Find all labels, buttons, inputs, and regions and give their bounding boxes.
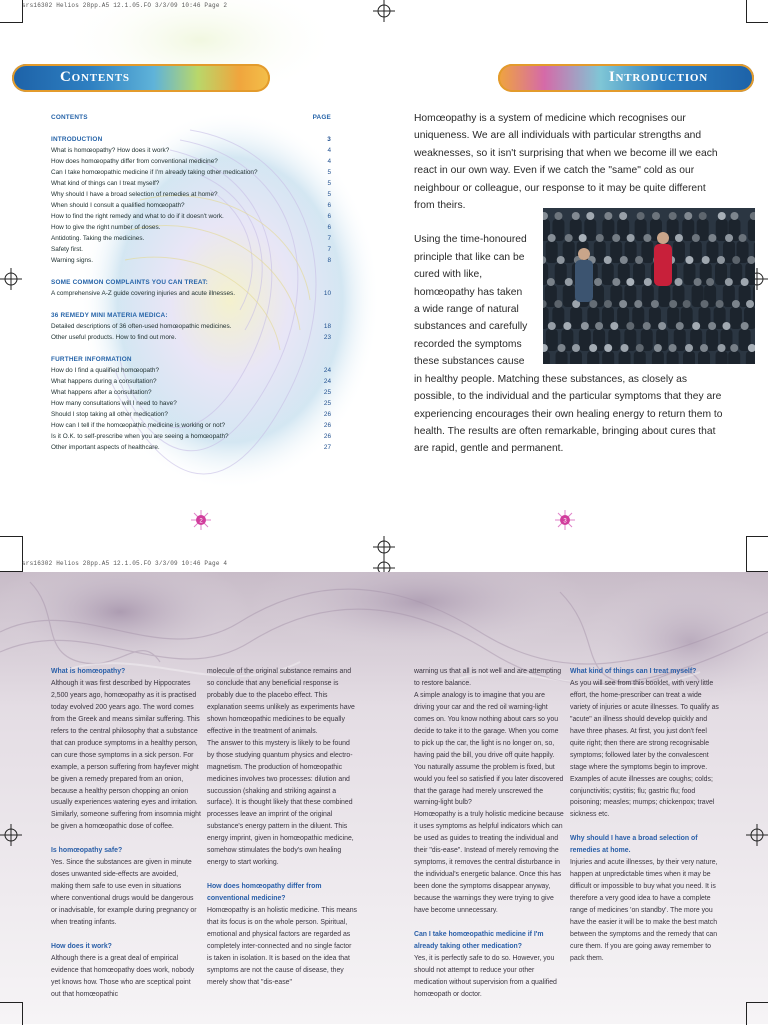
crowd-figure-head — [718, 212, 726, 220]
toc-entry[interactable] — [51, 321, 331, 332]
intro-wrapped-line: cured with like, — [414, 266, 538, 283]
crowd-figure-head — [586, 212, 594, 220]
toc-section-heading — [51, 310, 331, 321]
crowd-figure-head — [579, 234, 587, 242]
crowd-figure-body — [570, 351, 582, 364]
crowd-figure-head — [685, 256, 693, 264]
crowd-figure-head — [654, 344, 662, 352]
toc-page-number: 26 — [321, 409, 331, 420]
toc-entry[interactable] — [51, 178, 331, 189]
toc-page-number: 5 — [321, 189, 331, 200]
crowd-figure-head — [610, 322, 618, 330]
toc-page-number: 7 — [321, 233, 331, 244]
crowd-figure-head — [604, 344, 612, 352]
crowd-figure-head — [675, 278, 683, 286]
article-heading: What kind of things can I treat myself? — [570, 666, 720, 678]
crowd-figure-head — [684, 212, 692, 220]
toc-header-label: CONTENTS — [51, 112, 88, 123]
toc-entry[interactable] — [51, 365, 331, 376]
intro-wrapped-line: substances and carefully — [414, 318, 538, 335]
toc-section-title: 36 REMEDY MINI MATERIA MEDICA: — [51, 310, 168, 321]
article-paragraph: warning us that all is not well and are attempting to restore balance. — [414, 666, 564, 690]
crowd-figure-body — [587, 351, 599, 364]
crowd-figure-head — [730, 344, 738, 352]
intro-wrapped-line: recorded the symptoms — [414, 336, 538, 353]
crowd-figure-head — [572, 212, 580, 220]
crowd-photo — [543, 208, 755, 364]
toc-page-number: 6 — [321, 222, 331, 233]
introduction-title: Introduction — [609, 69, 708, 86]
toc-entry[interactable] — [51, 398, 331, 409]
crowd-figure-head — [741, 322, 749, 330]
crowd-figure-head — [718, 344, 726, 352]
article-paragraph: Homœopathy is a truly holistic medicine because it uses symptoms as helpful indicators which can be used as guides to treating the individual and their "dis-ease". Instead of merely removing the symptoms, it removes the central disturbance in the individual's energetic balance. Once this has been done the symptoms disappear anyway, because the warnings they were trying to give have become unnecessary. — [414, 809, 564, 917]
article-column-2 — [207, 666, 357, 989]
crop-mark — [746, 1002, 768, 1025]
crowd-figure-body — [652, 351, 664, 364]
crowd-figure-body — [634, 351, 646, 364]
intro-wrapped-line: principle that like can be — [414, 249, 538, 266]
intro-wrapped-line: a wide range of natural — [414, 301, 538, 318]
crowd-figure-head — [554, 300, 562, 308]
crowd-figure-head — [636, 344, 644, 352]
registration-mark-icon — [373, 0, 395, 22]
crowd-figure-head — [581, 322, 589, 330]
crowd-figure-head — [604, 256, 612, 264]
print-slug: srs16302 Helios 28pp.A5 12.1.05.FO 3/3/09 10:46 Page 2 — [22, 2, 227, 9]
toc-header-row — [51, 112, 331, 123]
article-paragraph: Although there is a great deal of empirical evidence that homœopathy does work, nobody yet knows how. Those who are sceptical point out that homœopathic — [51, 953, 201, 1001]
crop-mark — [0, 1002, 23, 1025]
intro-paragraph-2-wrapped — [414, 231, 538, 370]
crowd-figure-head — [565, 234, 573, 242]
highlighted-man-head — [578, 248, 590, 260]
crowd-figure-body — [602, 351, 614, 364]
toc-entry[interactable] — [51, 189, 331, 200]
toc-page-number: 8 — [321, 255, 331, 266]
article-column-4 — [570, 666, 720, 965]
crowd-figure-head — [604, 300, 612, 308]
crowd-figure-head — [747, 256, 755, 264]
toc-section-title: SOME COMMON COMPLAINTS YOU CAN TREAT: — [51, 277, 208, 288]
toc-page-number: 25 — [321, 398, 331, 409]
registration-mark-icon — [0, 268, 22, 290]
toc-entry-label: How can I tell if the homœopathic medicine is working or not? — [51, 420, 225, 431]
crowd-figure-body — [556, 351, 568, 364]
crowd-figure-head — [565, 278, 573, 286]
crowd-figure-head — [557, 256, 565, 264]
article-paragraph: As you will see from this booklet, with very little effort, the home-prescriber can treat a wide variety of injuries or acute illnesses. To qualify as "acute" an illness should develop quickly and have three phases. At first, you just don't feel quite right; then there are strong recognisable symptoms; followed later by the convalescent stage where the symptoms begin to improve. Examples of acute illnesses are coughs; colds; conjunctivitis; cystitis; flu; gastric flu; food poisoning; measles; mumps; chickenpox; travel sickness etc. — [570, 678, 720, 821]
toc-entry-label: How many consultations will I need to have? — [51, 398, 177, 409]
crowd-figure-head — [730, 212, 738, 220]
intro-paragraph-2-rest: in healthy people. Matching these substances, as closely as possible, to the individual and the particular symptoms that they are experiencing encourages their own healing energy to return them to health. The results are often remarkable, bringing about cures that are rapid, gentle and permanent. — [414, 371, 726, 458]
crowd-figure-head — [589, 344, 597, 352]
toc-entry[interactable] — [51, 145, 331, 156]
toc-header-page: PAGE — [311, 112, 331, 123]
intro-wrapped-line: Using the time-honoured — [414, 231, 538, 248]
toc-page-number: 3 — [321, 134, 331, 145]
toc-page-number: 4 — [321, 156, 331, 167]
toc-page-number — [321, 277, 331, 288]
toc-page-number: 4 — [321, 145, 331, 156]
article-paragraph: Yes, it is perfectly safe to do so. However, you should not attempt to reduce your other medication without supervision from a qualified homœopath or doctor. — [414, 953, 564, 1001]
page-number-left: 2 — [199, 518, 203, 524]
crowd-figure-head — [746, 300, 754, 308]
crowd-figure-head — [634, 300, 642, 308]
article-paragraph: Homœopathy is an holistic medicine. This means that its focus is on the whole person. Spiritual, emotional and physical factors are regarded as completely inter-connected and no single factor is taken in isolation. It is based on the idea that symptoms are not the cause of disease, they merely show that "dis-ease" — [207, 905, 357, 989]
crowd-figure-body — [641, 241, 653, 263]
toc-page-number: 5 — [321, 178, 331, 189]
toc-entry[interactable] — [51, 409, 331, 420]
crowd-figure-head — [658, 322, 666, 330]
crowd-figure-head — [651, 300, 659, 308]
intro-paragraph-1: Homœopathy is a system of medicine which recognises our uniqueness. We are all individuals with particular strengths and weaknesses, so it isn't surprising that when we become ill we each react in our own way. Even if we catch the "same" cold as our neighbour or colleague, our response to it may be quite different from theirs. — [414, 110, 726, 214]
crowd-figure-head — [676, 322, 684, 330]
toc-entry-label: How do I find a qualified homœopath? — [51, 365, 159, 376]
toc-entry[interactable] — [51, 200, 331, 211]
toc-section-heading — [51, 134, 331, 145]
registration-mark-icon — [0, 824, 22, 846]
crowd-figure-head — [683, 300, 691, 308]
page-number-flower-icon — [555, 510, 575, 530]
article-column-3 — [414, 666, 564, 1001]
crowd-figure-head — [621, 344, 629, 352]
crowd-figure-head — [619, 212, 627, 220]
toc-entry-label: What kind of things can I treat myself? — [51, 178, 159, 189]
crowd-figure-head — [563, 322, 571, 330]
article-column-1 — [51, 666, 201, 1001]
crowd-figure-head — [619, 300, 627, 308]
page-number-right: 3 — [563, 518, 567, 524]
toc-page-number: 24 — [321, 365, 331, 376]
crowd-figure-head — [644, 278, 652, 286]
crowd-figure-head — [732, 256, 740, 264]
toc-entry-label: Why should I have a broad selection of remedies at home? — [51, 189, 218, 200]
article-paragraph: Injuries and acute illnesses, by their very nature, happen at unpredictable times when it may be difficult or impossible to buy what you need. It is therefore a very good idea to have a complete range of medicines 'on standby'. The more you have the easier it will be to make the best match between the symptoms and the remedy that can cure them. If you are going away remember to pack them. — [570, 857, 720, 965]
crowd-figure-head — [716, 300, 724, 308]
intro-wrapped-line: homœopathy has taken — [414, 284, 538, 301]
toc-page-number — [321, 310, 331, 321]
crowd-figure-head — [627, 234, 635, 242]
toc-entry[interactable] — [51, 156, 331, 167]
crowd-figure-body — [683, 351, 695, 364]
page-number-flower-icon — [191, 510, 211, 530]
article-heading: Is homœopathy safe? — [51, 845, 201, 857]
crowd-figure-head — [732, 300, 740, 308]
crowd-figure-head — [652, 212, 660, 220]
crowd-figure-body — [698, 351, 710, 364]
crowd-figure-head — [620, 256, 628, 264]
crowd-figure-head — [725, 278, 733, 286]
toc-entry[interactable] — [51, 442, 331, 453]
crowd-figure-head — [669, 344, 677, 352]
toc-entry-label: What happens after a consultation? — [51, 387, 152, 398]
toc-page-number: 25 — [321, 387, 331, 398]
registration-mark-icon — [746, 824, 768, 846]
crowd-figure-body — [546, 241, 558, 263]
toc-entry[interactable] — [51, 211, 331, 222]
toc-page-number: 23 — [321, 332, 331, 343]
toc-section-heading — [51, 277, 331, 288]
toc-page-number: 6 — [321, 211, 331, 222]
introduction-title-bar — [498, 64, 754, 92]
crowd-figure-head — [595, 322, 603, 330]
article-paragraph: A simple analogy is to imagine that you are driving your car and the red oil warning-light comes on. You know nothing about cars so you decide to take it to the garage. When you come to pick up the car, the light is no longer on, so, having paid the bill, you drive off quite happily. You naturally assume the problem is fixed, but would you feel so satisfied if you later discovered that the garage had merely unscrewed the warning-light bulb? — [414, 690, 564, 810]
toc-entry[interactable] — [51, 222, 331, 233]
crowd-figure-head — [604, 212, 612, 220]
crowd-figure-head — [675, 234, 683, 242]
crowd-figure-head — [596, 234, 604, 242]
toc-entry[interactable] — [51, 376, 331, 387]
article-paragraph: Yes. Since the substances are given in minute doses unwanted side-effects are avoided, making them safe to use even in situations where conventional drugs would be dangerous or inadvisable, for example during pregnancy or when treating infants. — [51, 857, 201, 929]
toc-page-number: 24 — [321, 376, 331, 387]
crowd-figure-body — [633, 263, 645, 285]
crowd-figure-body — [728, 351, 740, 364]
crowd-figure-head — [637, 212, 645, 220]
toc-entry[interactable] — [51, 167, 331, 178]
crowd-figure-head — [708, 322, 716, 330]
crowd-figure-head — [612, 278, 620, 286]
article-paragraph: Although it was first described by Hippocrates 2,500 years ago, homœopathy as it is practised today evolved 200 years ago. The word comes from the Greek and means similar suffering. This refers to the central philosophy that a substance that can produce symptoms in a healthy person, can cure those symptoms in a sick person. For example, a person suffering from hayfever might be given a remedy prepared from an onion, because a healthy person chopping an onion usually experiences watering eyes and irritation. Similarly, someone suffering from insomnia might be given a homœopathic dose of coffee. — [51, 678, 201, 833]
toc-page-number: 6 — [321, 200, 331, 211]
crowd-figure-head — [558, 344, 566, 352]
toc-entry-label: Can I take homœopathic medicine if I'm already taking other medication? — [51, 167, 258, 178]
crowd-figure-head — [669, 212, 677, 220]
toc-page-number: 18 — [321, 321, 331, 332]
crowd-figure-body — [570, 307, 582, 329]
crowd-figure-head — [702, 256, 710, 264]
crop-mark — [0, 0, 23, 23]
crop-mark — [746, 0, 768, 23]
crowd-figure-body — [716, 351, 728, 364]
highlighted-man-body — [575, 260, 593, 302]
woman-in-red-body — [654, 244, 672, 286]
crowd-figure-head — [643, 322, 651, 330]
toc-entry-label: Antidoting. Taking the medicines. — [51, 233, 144, 244]
crowd-figure-head — [725, 234, 733, 242]
crowd-figure-head — [554, 212, 562, 220]
article-heading: Can I take homœopathic medicine if I'm already taking other medication? — [414, 929, 564, 953]
toc-entry-label: How does homœopathy differ from conventional medicine? — [51, 156, 218, 167]
crowd-figure-head — [706, 278, 714, 286]
crowd-figure-body — [619, 351, 631, 364]
toc-entry-label: Should I stop taking all other medication? — [51, 409, 168, 420]
toc-entry-label: Other important aspects of healthcare. — [51, 442, 160, 453]
toc-page-number: 10 — [321, 288, 331, 299]
crowd-figure-head — [741, 278, 749, 286]
article-paragraph: The answer to this mystery is likely to be found by those studying quantum physics and electro-magnetism. The production of homœopathic medicines involves two processes: dilution and succussion (shaking and striking against a surface). It is thought likely that these combined processes leave an imprint of the original substance's energy pattern in the diluent. This energy imprint, given in homœopathic medicine, somehow stimulates the body's own healing energy to start working. — [207, 738, 357, 869]
toc-entry[interactable] — [51, 288, 331, 299]
crowd-figure-head — [612, 234, 620, 242]
toc-body — [51, 134, 331, 453]
crowd-figure-head — [594, 278, 602, 286]
toc-entry[interactable] — [51, 244, 331, 255]
article-heading: How does it work? — [51, 941, 201, 953]
intro-wrapped-line: these substances cause — [414, 353, 538, 370]
toc-page-number: 7 — [321, 244, 331, 255]
toc-page-number: 27 — [321, 442, 331, 453]
toc-page-number: 26 — [321, 420, 331, 431]
crowd-figure-body — [543, 351, 550, 364]
crowd-figure-body — [730, 307, 742, 329]
crowd-figure-head — [685, 344, 693, 352]
crowd-figure-head — [626, 278, 634, 286]
article-heading: What is homœopathy? — [51, 666, 201, 678]
toc-entry-label: What is homœopathy? How does it work? — [51, 145, 169, 156]
crowd-figure-head — [700, 344, 708, 352]
crowd-figure-body — [658, 285, 670, 307]
toc-entry-label: Other useful products. How to find out more. — [51, 332, 176, 343]
toc-page-number — [321, 354, 331, 365]
crowd-figure-head — [548, 234, 556, 242]
toc-entry[interactable] — [51, 420, 331, 431]
print-slug: srs16302 Helios 28pp.A5 12.1.05.FO 3/3/09 10:46 Page 4 — [22, 560, 227, 567]
toc-entry-label: How to give the right number of doses. — [51, 222, 160, 233]
toc-entry-label: What happens during a consultation? — [51, 376, 157, 387]
toc-entry[interactable] — [51, 387, 331, 398]
toc-entry-label: Is it O.K. to self-prescribe when you are seeing a homœopath? — [51, 431, 229, 442]
crowd-figure-head — [692, 234, 700, 242]
crowd-figure-head — [626, 322, 634, 330]
table-of-contents — [51, 112, 331, 453]
crowd-figure-head — [643, 234, 651, 242]
article-paragraph: molecule of the original substance remains and so conclude that any beneficial response is probably due to the placebo effect. This explanation seems unlikely as experiments have shown homœopathic medicines to be equally effective in the treatment of animals. — [207, 666, 357, 738]
toc-entry[interactable] — [51, 431, 331, 442]
crowd-figure-body — [667, 351, 679, 364]
article-heading: Why should I have a broad selection of remedies at home. — [570, 833, 720, 857]
toc-entry[interactable] — [51, 255, 331, 266]
registration-mark-icon — [373, 536, 395, 558]
toc-section-title: FURTHER INFORMATION — [51, 354, 132, 365]
crop-mark — [0, 536, 23, 572]
article-heading: How does homœopathy differ from conventional medicine? — [207, 881, 357, 905]
crowd-figure-head — [708, 234, 716, 242]
woman-in-red-head — [657, 232, 669, 244]
toc-page-number: 5 — [321, 167, 331, 178]
crowd-figure-head — [548, 322, 556, 330]
toc-entry[interactable] — [51, 332, 331, 343]
toc-entry[interactable] — [51, 233, 331, 244]
contents-title: Contents — [60, 69, 130, 86]
crowd-figure-head — [669, 300, 677, 308]
crowd-figure-body — [746, 351, 755, 364]
crowd-figure-head — [572, 344, 580, 352]
toc-entry-label: Detailed descriptions of 36 often-used homœopathic medicines. — [51, 321, 231, 332]
crowd-figure-head — [700, 300, 708, 308]
contents-title-bar — [12, 64, 270, 92]
crowd-figure-body — [579, 329, 591, 351]
crowd-figure-head — [635, 256, 643, 264]
toc-section-title: INTRODUCTION — [51, 134, 102, 145]
toc-entry-label: Warning signs. — [51, 255, 93, 266]
toc-section-heading — [51, 354, 331, 365]
crowd-figure-head — [694, 278, 702, 286]
crop-mark — [746, 536, 768, 572]
toc-page-number: 26 — [321, 431, 331, 442]
toc-entry-label: When should I consult a qualified homœopath? — [51, 200, 185, 211]
crowd-figure-head — [739, 234, 747, 242]
crowd-figure-head — [722, 322, 730, 330]
crowd-figure-head — [699, 212, 707, 220]
crowd-figure-body — [602, 263, 614, 285]
toc-entry-label: A comprehensive A-Z guide covering injuries and acute illnesses. — [51, 288, 235, 299]
crowd-figure-body — [748, 219, 755, 241]
toc-entry-label: Safety first. — [51, 244, 83, 255]
crowd-figure-head — [547, 278, 555, 286]
crowd-figure-head — [717, 256, 725, 264]
toc-entry-label: How to find the right remedy and what to do if it doesn't work. — [51, 211, 224, 222]
crowd-figure-head — [692, 322, 700, 330]
